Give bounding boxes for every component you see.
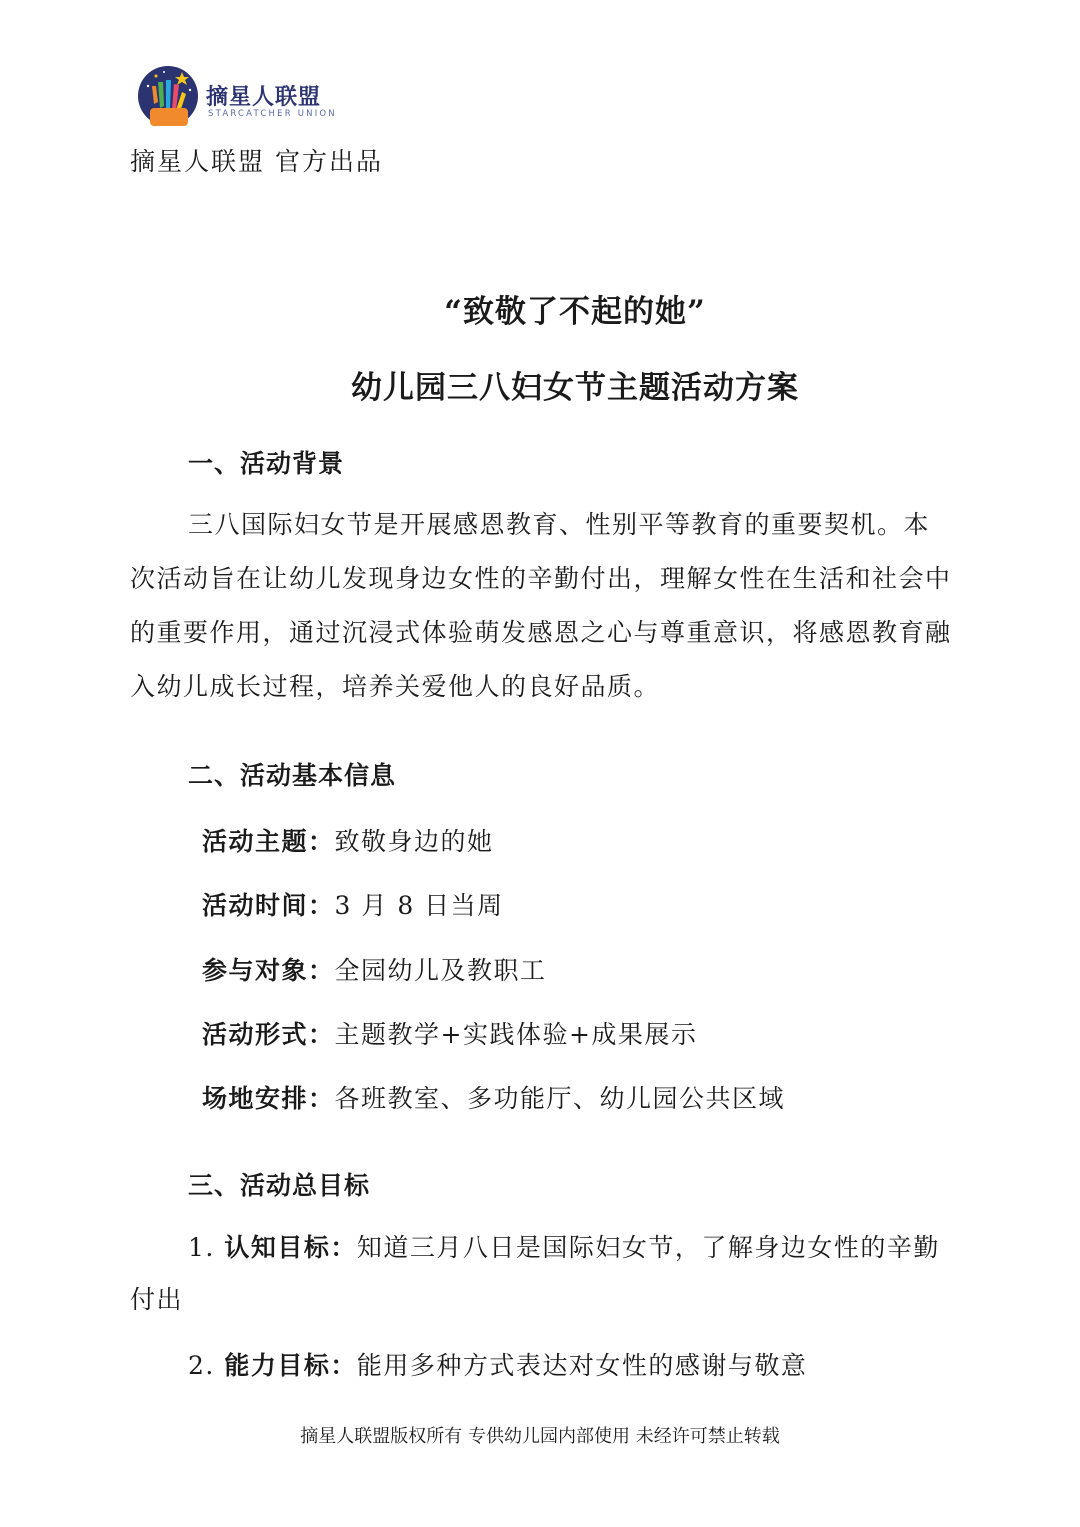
info-key: 活动时间： [202, 891, 335, 920]
info-row-participants [202, 951, 547, 987]
goal-number: 2. [188, 1351, 225, 1380]
section-heading-background: 一、活动背景 [188, 449, 345, 478]
info-value: 3 月 8 日当周 [334, 891, 504, 920]
info-key: 活动主题： [202, 827, 335, 856]
document-subtitle: 幼儿园三八妇女节主题活动方案 [351, 370, 799, 406]
info-row-format [202, 1015, 697, 1051]
info-value: 全园幼儿及教职工 [334, 956, 547, 985]
copyright-footer: 摘星人联盟版权所有 专供幼儿园内部使用 未经许可禁止转载 [300, 1426, 780, 1447]
info-row-theme [202, 822, 494, 858]
info-value: 各班教室、多功能厅、幼儿园公共区域 [334, 1084, 786, 1113]
goal-item-cognitive [130, 1222, 956, 1326]
document-title: “致敬了不起的她” [444, 294, 706, 330]
info-key: 活动形式： [202, 1020, 335, 1049]
goal-number: 1. [188, 1233, 225, 1262]
goal-value: 能用多种方式表达对女性的感谢与敬意 [356, 1351, 808, 1380]
info-row-time [202, 886, 504, 922]
logo [136, 64, 336, 128]
logo-name-cn: 摘星人联盟 [206, 85, 322, 110]
info-value: 主题教学+实践体验+成果展示 [334, 1020, 698, 1049]
info-key: 场地安排： [202, 1084, 335, 1113]
section-heading-basic-info: 二、活动基本信息 [188, 761, 397, 790]
starcatcher-hands-icon [136, 64, 200, 128]
info-key: 参与对象： [202, 956, 335, 985]
goal-value: 知道三月八日是国际妇女节，了解身边女性的辛勤付出 [130, 1233, 940, 1314]
publisher-line: 摘星人联盟 官方出品 [130, 147, 383, 176]
logo-name-en: STARCATCHER UNION [208, 109, 337, 119]
background-paragraph: 三八国际妇女节是开展感恩教育、性别平等教育的重要契机。本次活动旨在让幼儿发现身边女性的辛勤付出，理解女性在生活和社会中的重要作用，通过沉浸式体验萌发感恩之心与尊重意识，将感恩教育融入幼儿成长过程，培养关爱他人的良好品质。 [130, 510, 952, 701]
info-value: 致敬身边的她 [334, 827, 494, 856]
goal-key: 认知目标： [224, 1233, 357, 1262]
goal-key: 能力目标： [224, 1351, 357, 1380]
goal-item-ability [130, 1340, 956, 1392]
info-row-venue [202, 1079, 785, 1115]
section-heading-goals: 三、活动总目标 [188, 1171, 371, 1200]
